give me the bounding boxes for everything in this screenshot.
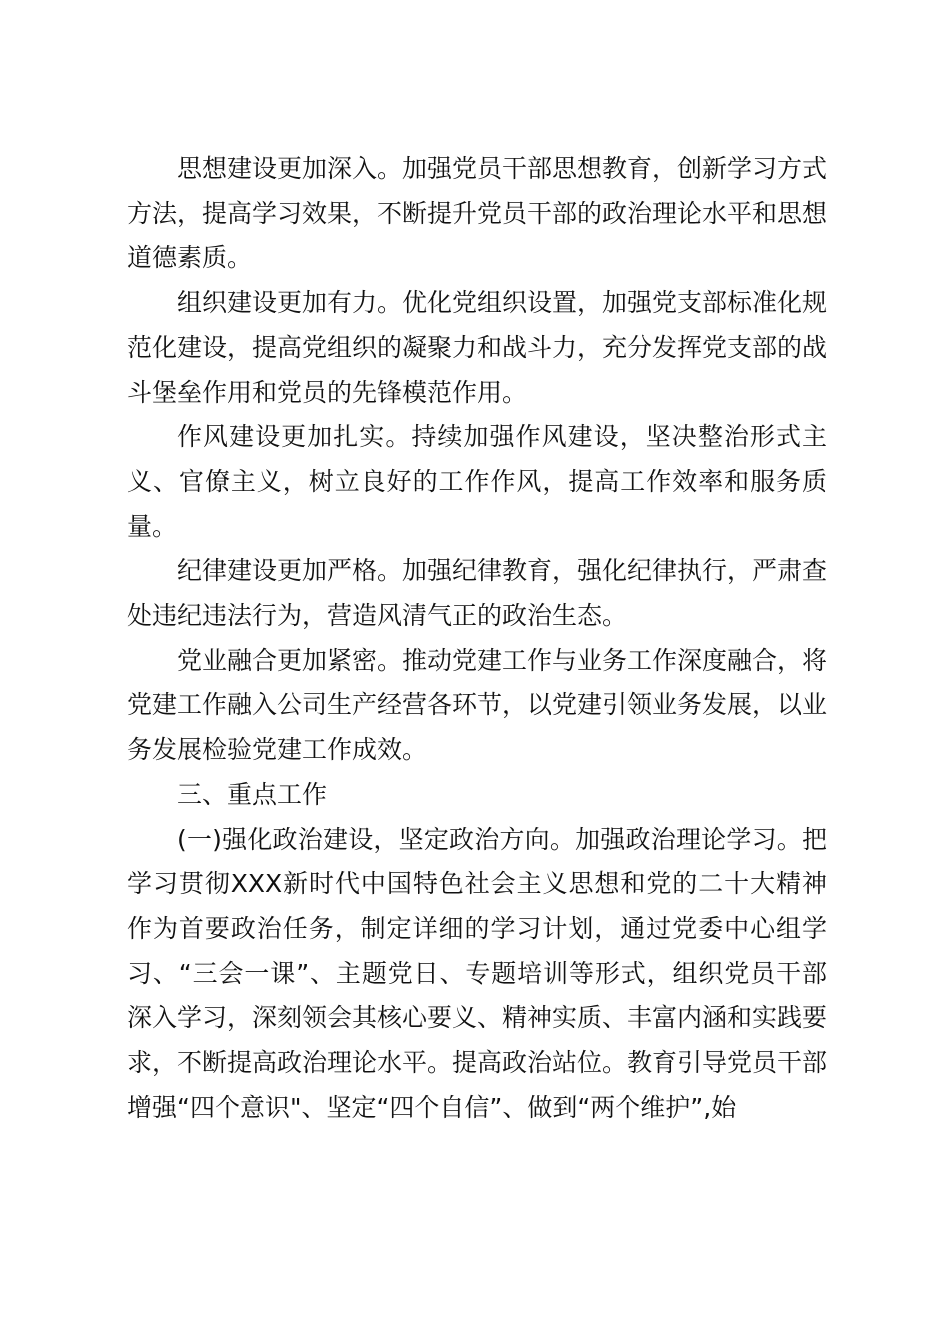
paragraph-ideological-building: 思想建设更加深入。加强党员干部思想教育，创新学习方式方法，提高学习效果，不断提升党员干部的政治理论水平和思想道德素质。 xyxy=(127,154,828,273)
paragraph-discipline-building: 纪律建设更加严格。加强纪律教育，强化纪律执行，严肃查处违纪违法行为，营造风清气正的政治生态。 xyxy=(127,556,828,631)
document-body xyxy=(127,147,827,1130)
section-heading-key-work: 三、重点工作 xyxy=(177,779,328,809)
paragraph-political-building: (一)强化政治建设，坚定政治方向。加强政治理论学习。把学习贯彻XXX新时代中国特色社会主义思想和党的二十大精神作为首要政治任务，制定详细的学习计划，通过党委中心组学习、“三会一课”、主题党日、专题培训等形式，组织党员干部深入学习，深刻领会其核心要义、精神实质、丰富内涵和实践要求，不断提高政治理论水平。提高政治站位。教育引导党员干部增强“四个意识"、坚定“四个自信”、做到“两个维护”,始 xyxy=(127,824,828,1122)
paragraph-party-business-integration: 党业融合更加紧密。推动党建工作与业务工作深度融合，将党建工作融入公司生产经营各环节，以党建引领业务发展，以业务发展检验党建工作成效。 xyxy=(127,645,828,765)
paragraph-organizational-building: 组织建设更加有力。优化党组织设置，加强党支部标准化规范化建设，提高党组织的凝聚力和战斗力，充分发挥党支部的战斗堡垒作用和党员的先锋模范作用。 xyxy=(127,288,828,407)
paragraph-work-style-building: 作风建设更加扎实。持续加强作风建设，坚决整治形式主义、官僚主义，树立良好的工作作风，提高工作效率和服务质量。 xyxy=(127,422,827,541)
